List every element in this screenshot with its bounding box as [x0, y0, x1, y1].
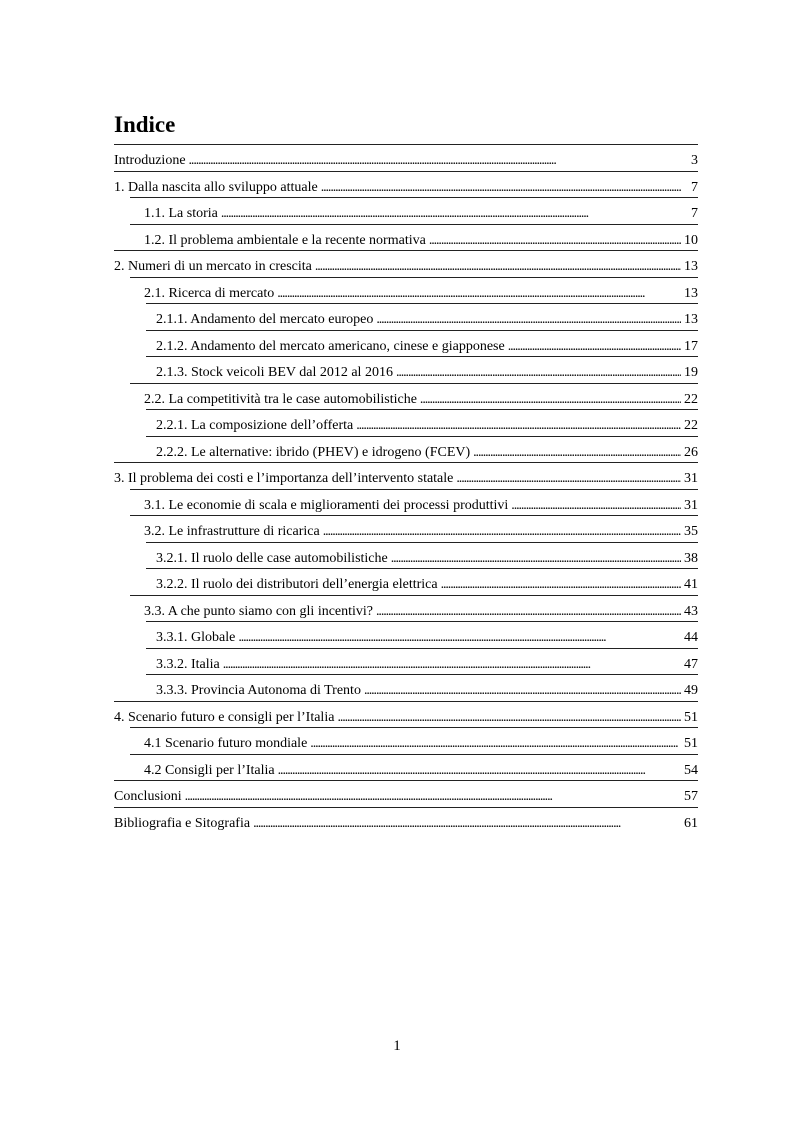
toc-entry[interactable] [114, 144, 698, 171]
toc-entry-page-number: 22 [684, 391, 698, 407]
toc-entry-title: Bibliografia e Sitografia [114, 815, 251, 831]
toc-entry-title: 4.2 Consigli per l’Italia [144, 762, 275, 778]
toc-entry[interactable] [114, 356, 698, 383]
toc-entry-page-number: 22 [684, 418, 698, 433]
toc-entry-title: 3. Il problema dei costi e l’importanza dell’intervento statale [114, 471, 454, 486]
toc-entry[interactable] [114, 648, 698, 675]
toc-entry[interactable] [114, 621, 698, 648]
toc-entry-page-number: 41 [684, 577, 698, 592]
toc-entry-page-number: 19 [684, 365, 698, 380]
toc-entry-page-number: 51 [684, 736, 698, 751]
toc-entry-title: 1.1. La storia [144, 206, 218, 221]
dot-leader [376, 603, 681, 620]
toc-entry-page-number: 57 [684, 789, 698, 804]
dot-leader [323, 523, 681, 540]
toc-entry[interactable] [114, 197, 698, 224]
dot-leader [337, 709, 681, 726]
dot-leader [221, 205, 681, 222]
toc-entry[interactable] [114, 489, 698, 516]
toc-entry[interactable] [114, 383, 698, 410]
toc-entry-title: 3.3.2. Italia [156, 656, 220, 672]
dot-leader [429, 232, 681, 249]
toc-entry-page-number: 51 [684, 709, 698, 725]
toc-entry-title: 2.1.2. Andamento del mercato americano, cinese e giapponese [156, 338, 505, 354]
toc-entry-title: 2. Numeri di un mercato in crescita [114, 259, 312, 274]
toc-entry[interactable] [114, 754, 698, 781]
toc-entry[interactable] [114, 277, 698, 304]
toc-entry[interactable] [114, 780, 698, 807]
toc-entry[interactable] [114, 568, 698, 595]
toc-entry[interactable] [114, 436, 698, 463]
dot-leader [253, 815, 681, 832]
toc-entry-page-number: 31 [684, 497, 698, 513]
page-title: Indice [114, 112, 176, 137]
dot-leader [321, 179, 681, 196]
toc-entry[interactable] [114, 515, 698, 542]
toc-entry-page-number: 35 [684, 524, 698, 539]
toc-entry-title: 3.3. A che punto siamo con gli incentivi? [144, 603, 374, 619]
toc-entry-page-number: 7 [691, 206, 698, 221]
dot-leader [315, 258, 681, 275]
toc-entry-page-number: 7 [691, 179, 698, 195]
toc-entry-title: 4.1 Scenario futuro mondiale [144, 736, 308, 751]
dot-leader [185, 788, 681, 805]
dot-leader [376, 311, 681, 328]
toc-entry[interactable] [114, 462, 698, 489]
toc-entry-page-number: 26 [684, 444, 698, 460]
toc-entry-page-number: 49 [684, 683, 698, 698]
toc-entry-title: 3.2. Le infrastrutture di ricarica [144, 524, 320, 539]
dot-leader [420, 391, 681, 408]
toc-entry-title: 4. Scenario futuro e consigli per l’Italia [114, 709, 335, 725]
dot-leader [238, 629, 681, 646]
toc-entry-title: 2.1.1. Andamento del mercato europeo [156, 312, 374, 327]
dot-leader [391, 550, 681, 567]
toc-entry-title: Conclusioni [114, 789, 182, 804]
dot-leader [441, 576, 681, 593]
toc-entry-title: 3.2.2. Il ruolo dei distributori dell’energia elettrica [156, 577, 438, 592]
toc-entry-page-number: 43 [684, 603, 698, 619]
toc-entry[interactable] [114, 250, 698, 277]
page-number: 1 [393, 1038, 401, 1054]
toc-entry-title: 2.2.2. Le alternative: ibrido (PHEV) e idrogeno (FCEV) [156, 444, 471, 460]
toc-entry[interactable] [114, 595, 698, 622]
toc-entry[interactable] [114, 542, 698, 569]
toc-entry-title: 2.2. La competitività tra le case automobilistiche [144, 391, 417, 407]
toc-entry-page-number: 54 [684, 762, 698, 778]
toc-entry-page-number: 3 [691, 153, 698, 168]
toc-entry-title: 3.3.1. Globale [156, 630, 236, 645]
toc-entry-page-number: 17 [684, 338, 698, 354]
toc-entry[interactable] [114, 701, 698, 728]
toc-entry-page-number: 13 [684, 312, 698, 327]
dot-leader [364, 682, 681, 699]
dot-leader [456, 470, 681, 487]
toc-entry-title: 1.2. Il problema ambientale e la recente normativa [144, 232, 426, 248]
toc-entry-page-number: 31 [684, 471, 698, 486]
toc-entry-page-number: 13 [684, 285, 698, 301]
toc-entry[interactable] [114, 224, 698, 251]
toc-entry-title: 2.1. Ricerca di mercato [144, 285, 275, 301]
toc-entry-title: 2.2.1. La composizione dell’offerta [156, 418, 354, 433]
dot-leader [473, 444, 681, 461]
toc-entry-title: 3.1. Le economie di scala e miglioramenti dei processi produttivi [144, 497, 509, 513]
dot-leader [511, 497, 681, 514]
toc-entry[interactable] [114, 330, 698, 357]
toc-entry[interactable] [114, 303, 698, 330]
dot-leader [189, 152, 681, 169]
dot-leader [396, 364, 681, 381]
toc-entry-title: Introduzione [114, 153, 186, 168]
toc-entry-page-number: 13 [684, 259, 698, 274]
toc-entry[interactable] [114, 807, 698, 834]
toc-entry-title: 1. Dalla nascita allo sviluppo attuale [114, 179, 318, 195]
toc-entry[interactable] [114, 409, 698, 436]
toc-entry-page-number: 44 [684, 630, 698, 645]
dot-leader [356, 417, 681, 434]
dot-leader [223, 656, 681, 673]
toc-entry-title: 2.1.3. Stock veicoli BEV dal 2012 al 2016 [156, 365, 393, 380]
dot-leader [278, 762, 681, 779]
toc-entry-page-number: 61 [684, 815, 698, 831]
dot-leader [508, 338, 681, 355]
table-of-contents [114, 144, 698, 833]
dot-leader [277, 285, 681, 302]
toc-entry[interactable] [114, 674, 698, 701]
toc-entry-page-number: 47 [684, 656, 698, 672]
dot-leader [310, 735, 681, 752]
toc-entry-page-number: 38 [684, 550, 698, 566]
toc-entry-title: 3.2.1. Il ruolo delle case automobilistiche [156, 550, 388, 566]
toc-entry[interactable] [114, 727, 698, 754]
toc-entry-page-number: 10 [684, 232, 698, 248]
toc-entry-title: 3.3.3. Provincia Autonoma di Trento [156, 683, 361, 698]
toc-entry[interactable] [114, 171, 698, 198]
